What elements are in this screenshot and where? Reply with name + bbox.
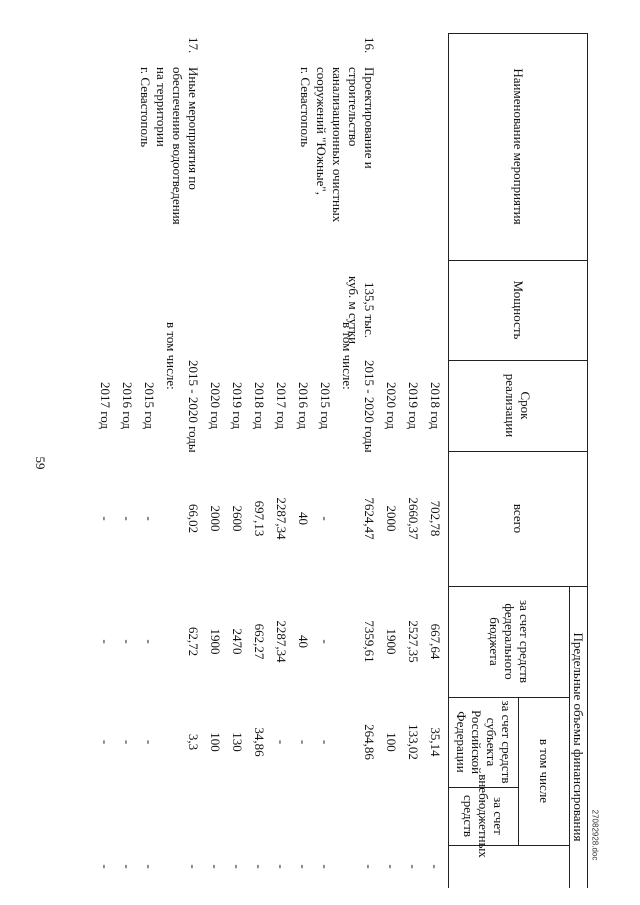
cell-federal: 1900 (384, 628, 399, 655)
cell-total: 2287,34 (274, 497, 289, 540)
cell-subject: - (274, 739, 289, 745)
cell-federal: 2527,35 (406, 620, 421, 663)
item-name-line: г. Севастополь (138, 67, 153, 148)
cell-period: 2015 - 2020 годы (186, 360, 201, 453)
cell-subject: 3,3 (186, 733, 201, 751)
header-incl: в том числе (537, 738, 552, 804)
cell-period: в том числе: (340, 322, 355, 390)
cell-extra: - (362, 864, 377, 869)
document-id: 27082928.doc (590, 809, 600, 861)
cell-period: 2019 год (406, 382, 421, 429)
cell-period: в том числе: (164, 322, 179, 390)
cell-federal: 62,72 (186, 626, 201, 657)
cell-subject: 100 (208, 732, 223, 752)
cell-total: 2600 (230, 505, 245, 532)
cell-extra: - (318, 864, 333, 869)
cell-period: 2020 год (384, 382, 399, 429)
cell-total: 7624,47 (362, 497, 377, 540)
cell-federal: 667,64 (428, 623, 443, 660)
cell-extra: - (274, 864, 289, 869)
item-name-line: строительство (346, 67, 361, 147)
cell-total: - (98, 516, 113, 521)
cell-extra: - (98, 864, 113, 869)
table-stage (68, 33, 588, 888)
cell-total: - (142, 516, 157, 521)
cell-extra: - (120, 864, 135, 869)
cell-federal: - (98, 639, 113, 644)
cell-period: 2020 год (208, 382, 223, 429)
header-extra: за счет внебюджетных средств (461, 774, 507, 858)
cell-subject: 130 (230, 732, 245, 752)
cell-subject: 34,86 (252, 727, 267, 757)
cell-subject: - (142, 739, 157, 745)
item-name-line: Проектирование и (362, 67, 377, 169)
cell-subject: - (98, 739, 113, 745)
item-number: 17. (186, 37, 201, 54)
cell-total: - (120, 516, 135, 521)
cell-subject: - (296, 739, 311, 745)
cell-period: 2018 год (428, 382, 443, 429)
cell-subject: 133,02 (406, 724, 421, 760)
header-total: всего (511, 503, 526, 534)
cell-extra: - (296, 864, 311, 869)
cell-total: 697,13 (252, 500, 267, 537)
item-name-line: г. Севастополь (298, 67, 313, 148)
cell-federal: - (142, 639, 157, 644)
cell-extra: - (230, 864, 245, 869)
cell-total: 2660,37 (406, 497, 421, 540)
cell-extra: - (428, 864, 443, 869)
cell-total: 40 (296, 512, 311, 525)
item-name-line: Иные мероприятия по (186, 67, 201, 190)
page-number: 59 (33, 456, 48, 470)
cell-period: 2018 год (252, 382, 267, 429)
cell-period: 2016 год (120, 382, 135, 429)
cell-extra: - (252, 864, 267, 869)
item-name-line: на территории (154, 67, 169, 147)
item-capacity-line: куб. м сутки (346, 275, 361, 345)
funding-table (68, 33, 588, 888)
cell-total: 66,02 (186, 503, 201, 534)
cell-total: 2000 (384, 505, 399, 532)
header-name: Наименование мероприятия (511, 68, 526, 225)
header-period: Срок реализации (503, 373, 534, 438)
item-name-line: сооружений "Южные", (314, 67, 329, 195)
header-federal: за счет средств федерального бюджета (487, 600, 532, 683)
cell-federal: 2287,34 (274, 620, 289, 663)
cell-period: 2015 - 2020 годы (362, 360, 377, 453)
cell-federal: 7359,61 (362, 620, 377, 663)
item-name-line: канализационных очистных (330, 67, 345, 223)
cell-extra: - (142, 864, 157, 869)
cell-federal: 662,27 (252, 623, 267, 660)
cell-total: - (318, 516, 333, 521)
cell-extra: - (208, 864, 223, 869)
cell-subject: - (120, 739, 135, 745)
cell-total: 2000 (208, 505, 223, 532)
cell-period: 2015 год (318, 382, 333, 429)
cell-federal: 1900 (208, 628, 223, 655)
header-capacity: Мощность (511, 280, 526, 340)
cell-extra: - (186, 864, 201, 869)
cell-period: 2017 год (98, 382, 113, 429)
item-name-line: обеспечению водоотведения (170, 67, 185, 225)
cell-total: 702,78 (428, 500, 443, 537)
cell-federal: 2470 (230, 628, 245, 655)
cell-period: 2016 год (296, 382, 311, 429)
cell-period: 2017 год (274, 382, 289, 429)
cell-subject: - (318, 739, 333, 745)
item-capacity-line: 135,5 тыс. (362, 282, 377, 338)
cell-subject: 35,14 (428, 727, 443, 757)
header-funding-group: Предельные объемы финансирования (571, 632, 587, 842)
cell-period: 2019 год (230, 382, 245, 429)
cell-federal: - (318, 639, 333, 644)
cell-federal: - (120, 639, 135, 644)
cell-period: 2015 год (142, 382, 157, 429)
cell-subject: 100 (384, 732, 399, 752)
cell-federal: 40 (296, 635, 311, 648)
item-number: 16. (362, 37, 377, 54)
cell-subject: 264,86 (362, 724, 377, 760)
cell-extra: - (384, 864, 399, 869)
header-subject: за счет средств субъекта Российской Федерации (454, 700, 514, 784)
cell-extra: - (406, 864, 421, 869)
